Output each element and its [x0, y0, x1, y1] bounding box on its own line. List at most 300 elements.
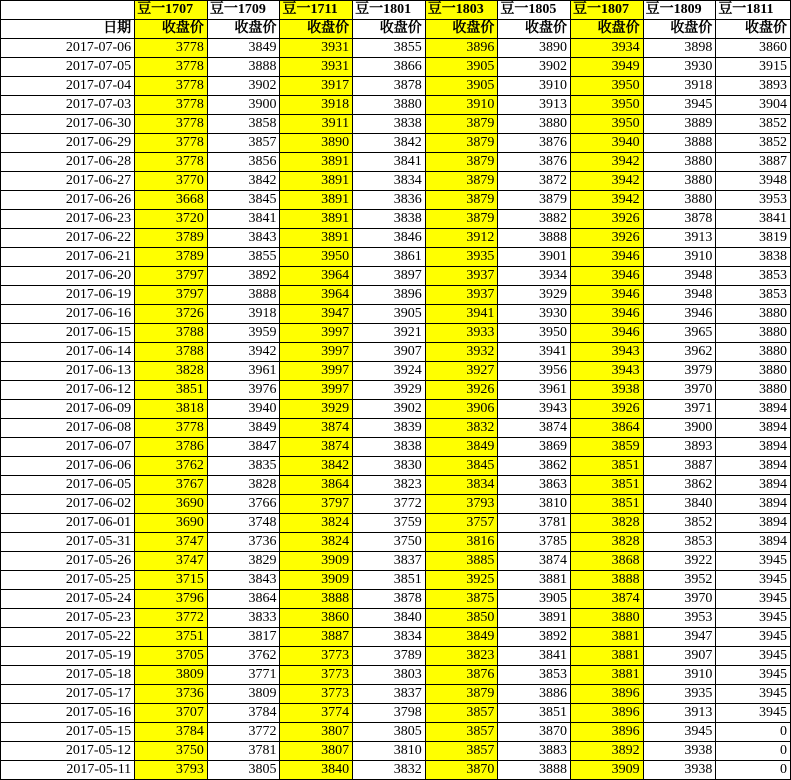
price-cell[interactable]: 3842 — [280, 457, 353, 476]
price-cell[interactable]: 0 — [716, 742, 791, 761]
price-cell[interactable]: 3705 — [135, 647, 208, 666]
price-cell[interactable]: 3896 — [353, 286, 426, 305]
price-cell[interactable]: 3880 — [716, 305, 791, 324]
price-cell[interactable]: 3976 — [207, 381, 280, 400]
price-cell[interactable]: 3931 — [280, 39, 353, 58]
price-cell[interactable]: 3881 — [571, 628, 644, 647]
price-cell[interactable]: 3881 — [498, 571, 571, 590]
price-cell[interactable]: 3845 — [207, 191, 280, 210]
price-cell[interactable]: 3726 — [135, 305, 208, 324]
price-cell[interactable]: 3828 — [571, 514, 644, 533]
price-cell[interactable]: 3851 — [571, 476, 644, 495]
price-cell[interactable]: 3896 — [571, 704, 644, 723]
price-cell[interactable]: 3935 — [425, 248, 498, 267]
price-cell[interactable]: 3736 — [207, 533, 280, 552]
price-cell[interactable]: 3942 — [571, 191, 644, 210]
price-cell[interactable]: 3824 — [280, 514, 353, 533]
price-cell[interactable]: 3953 — [716, 191, 791, 210]
date-cell[interactable]: 2017-06-16 — [1, 305, 135, 324]
price-cell[interactable]: 3855 — [353, 39, 426, 58]
price-cell[interactable]: 3840 — [643, 495, 716, 514]
price-cell[interactable]: 3893 — [643, 438, 716, 457]
price-cell[interactable]: 3890 — [498, 39, 571, 58]
price-cell[interactable]: 3810 — [498, 495, 571, 514]
price-cell[interactable]: 3950 — [571, 77, 644, 96]
price-cell[interactable]: 3907 — [353, 343, 426, 362]
price-cell[interactable]: 3945 — [716, 704, 791, 723]
price-cell[interactable]: 3918 — [643, 77, 716, 96]
price-cell[interactable]: 3784 — [207, 704, 280, 723]
date-cell[interactable]: 2017-05-23 — [1, 609, 135, 628]
date-cell[interactable]: 2017-05-31 — [1, 533, 135, 552]
date-cell[interactable]: 2017-05-18 — [1, 666, 135, 685]
price-cell[interactable]: 3843 — [207, 229, 280, 248]
price-cell[interactable]: 3971 — [643, 400, 716, 419]
price-cell[interactable]: 3945 — [716, 628, 791, 647]
price-cell[interactable]: 3837 — [353, 685, 426, 704]
price-cell[interactable]: 3896 — [571, 685, 644, 704]
price-cell[interactable]: 3891 — [280, 229, 353, 248]
price-cell[interactable]: 3946 — [643, 305, 716, 324]
price-cell[interactable]: 3878 — [643, 210, 716, 229]
price-cell[interactable]: 3881 — [571, 647, 644, 666]
price-cell[interactable]: 3906 — [425, 400, 498, 419]
contract-header-cell[interactable]: 豆一1807 — [571, 1, 644, 20]
contract-header-cell[interactable]: 豆一1811 — [716, 1, 791, 20]
price-cell[interactable]: 3888 — [207, 286, 280, 305]
price-cell[interactable]: 3946 — [571, 267, 644, 286]
price-cell[interactable]: 3946 — [571, 248, 644, 267]
price-cell[interactable]: 3880 — [498, 115, 571, 134]
price-cell[interactable]: 3751 — [135, 628, 208, 647]
price-cell[interactable]: 3934 — [498, 267, 571, 286]
price-cell[interactable]: 3910 — [425, 96, 498, 115]
date-cell[interactable]: 2017-06-26 — [1, 191, 135, 210]
date-cell[interactable]: 2017-05-25 — [1, 571, 135, 590]
price-cell[interactable]: 3876 — [498, 134, 571, 153]
price-cell[interactable]: 3890 — [280, 134, 353, 153]
price-cell[interactable]: 3888 — [643, 134, 716, 153]
price-cell[interactable]: 3945 — [716, 666, 791, 685]
price-cell[interactable]: 3789 — [135, 248, 208, 267]
date-cell[interactable]: 2017-06-29 — [1, 134, 135, 153]
price-cell[interactable]: 3793 — [135, 761, 208, 780]
price-cell[interactable]: 3774 — [280, 704, 353, 723]
date-cell[interactable]: 2017-05-22 — [1, 628, 135, 647]
price-cell[interactable]: 3757 — [425, 514, 498, 533]
price-cell[interactable]: 3945 — [716, 685, 791, 704]
price-cell[interactable]: 3860 — [716, 39, 791, 58]
price-cell[interactable]: 3953 — [643, 609, 716, 628]
price-cell[interactable]: 3879 — [425, 191, 498, 210]
price-cell[interactable]: 3847 — [207, 438, 280, 457]
price-cell[interactable]: 3793 — [425, 495, 498, 514]
close-price-header-cell[interactable]: 收盘价 — [280, 20, 353, 39]
date-cell[interactable]: 2017-06-12 — [1, 381, 135, 400]
price-cell[interactable]: 3879 — [498, 191, 571, 210]
price-cell[interactable]: 3894 — [716, 476, 791, 495]
date-cell[interactable]: 2017-06-05 — [1, 476, 135, 495]
price-cell[interactable]: 3904 — [716, 96, 791, 115]
contract-header-cell[interactable]: 豆一1711 — [280, 1, 353, 20]
price-cell[interactable]: 3894 — [716, 438, 791, 457]
price-cell[interactable]: 3805 — [353, 723, 426, 742]
price-cell[interactable]: 3857 — [207, 134, 280, 153]
price-cell[interactable]: 3833 — [207, 609, 280, 628]
price-cell[interactable]: 3961 — [498, 381, 571, 400]
price-cell[interactable]: 3784 — [135, 723, 208, 742]
price-cell[interactable]: 3853 — [498, 666, 571, 685]
price-cell[interactable]: 3781 — [207, 742, 280, 761]
price-cell[interactable]: 3819 — [716, 229, 791, 248]
price-cell[interactable]: 3690 — [135, 495, 208, 514]
price-cell[interactable]: 3926 — [571, 229, 644, 248]
date-cell[interactable]: 2017-05-24 — [1, 590, 135, 609]
price-cell[interactable]: 3853 — [643, 533, 716, 552]
price-cell[interactable]: 3888 — [207, 58, 280, 77]
price-cell[interactable]: 3937 — [425, 286, 498, 305]
price-cell[interactable]: 3896 — [571, 723, 644, 742]
price-cell[interactable]: 3855 — [207, 248, 280, 267]
price-cell[interactable]: 3849 — [207, 39, 280, 58]
price-cell[interactable]: 3885 — [425, 552, 498, 571]
price-cell[interactable]: 3882 — [498, 210, 571, 229]
price-cell[interactable]: 3862 — [643, 476, 716, 495]
price-cell[interactable]: 3879 — [425, 210, 498, 229]
close-price-header-cell[interactable]: 收盘价 — [716, 20, 791, 39]
date-cell[interactable]: 2017-07-03 — [1, 96, 135, 115]
price-cell[interactable]: 3894 — [716, 514, 791, 533]
price-cell[interactable]: 3853 — [716, 267, 791, 286]
price-cell[interactable]: 3836 — [353, 191, 426, 210]
price-cell[interactable]: 3909 — [280, 552, 353, 571]
price-cell[interactable]: 3747 — [135, 552, 208, 571]
date-cell[interactable]: 2017-06-23 — [1, 210, 135, 229]
price-cell[interactable]: 3931 — [280, 58, 353, 77]
price-cell[interactable]: 3857 — [425, 742, 498, 761]
price-cell[interactable]: 3832 — [425, 419, 498, 438]
price-cell[interactable]: 3921 — [353, 324, 426, 343]
price-cell[interactable]: 3938 — [643, 761, 716, 780]
date-cell[interactable]: 2017-06-20 — [1, 267, 135, 286]
price-cell[interactable]: 3838 — [353, 210, 426, 229]
price-cell[interactable]: 3887 — [716, 153, 791, 172]
price-cell[interactable]: 3736 — [135, 685, 208, 704]
price-cell[interactable]: 3762 — [207, 647, 280, 666]
price-cell[interactable]: 3789 — [353, 647, 426, 666]
price-cell[interactable]: 3922 — [643, 552, 716, 571]
price-cell[interactable]: 3943 — [571, 343, 644, 362]
date-cell[interactable]: 2017-05-26 — [1, 552, 135, 571]
price-cell[interactable]: 3913 — [498, 96, 571, 115]
price-cell[interactable]: 3874 — [571, 590, 644, 609]
price-cell[interactable]: 3933 — [425, 324, 498, 343]
price-cell[interactable]: 3932 — [425, 343, 498, 362]
price-cell[interactable]: 3947 — [280, 305, 353, 324]
date-cell[interactable]: 2017-05-12 — [1, 742, 135, 761]
price-cell[interactable]: 3949 — [571, 58, 644, 77]
close-price-header-cell[interactable]: 收盘价 — [498, 20, 571, 39]
price-cell[interactable]: 3925 — [425, 571, 498, 590]
price-cell[interactable]: 3902 — [498, 58, 571, 77]
date-cell[interactable]: 2017-05-17 — [1, 685, 135, 704]
price-cell[interactable]: 3864 — [280, 476, 353, 495]
price-cell[interactable]: 3858 — [207, 115, 280, 134]
price-cell[interactable]: 3942 — [571, 172, 644, 191]
price-cell[interactable]: 3911 — [280, 115, 353, 134]
price-cell[interactable]: 3845 — [425, 457, 498, 476]
price-cell[interactable]: 3929 — [498, 286, 571, 305]
price-cell[interactable]: 3866 — [353, 58, 426, 77]
price-cell[interactable]: 3851 — [353, 571, 426, 590]
price-cell[interactable]: 3946 — [571, 305, 644, 324]
date-cell[interactable]: 2017-06-13 — [1, 362, 135, 381]
date-cell[interactable]: 2017-05-15 — [1, 723, 135, 742]
price-cell[interactable]: 3909 — [280, 571, 353, 590]
contract-header-cell[interactable]: 豆一1805 — [498, 1, 571, 20]
price-cell[interactable]: 3750 — [353, 533, 426, 552]
price-cell[interactable]: 3837 — [353, 552, 426, 571]
price-cell[interactable]: 3917 — [280, 77, 353, 96]
price-cell[interactable]: 3956 — [498, 362, 571, 381]
price-cell[interactable]: 3952 — [643, 571, 716, 590]
price-cell[interactable]: 3876 — [425, 666, 498, 685]
price-cell[interactable]: 3970 — [643, 381, 716, 400]
price-cell[interactable]: 3878 — [353, 590, 426, 609]
date-cell[interactable]: 2017-06-19 — [1, 286, 135, 305]
date-cell[interactable]: 2017-06-30 — [1, 115, 135, 134]
price-cell[interactable]: 3778 — [135, 153, 208, 172]
price-cell[interactable]: 3870 — [498, 723, 571, 742]
price-cell[interactable]: 3910 — [643, 666, 716, 685]
price-cell[interactable]: 3849 — [207, 419, 280, 438]
date-cell[interactable]: 2017-06-09 — [1, 400, 135, 419]
price-cell[interactable]: 3964 — [280, 267, 353, 286]
contract-header-cell[interactable]: 豆一1801 — [353, 1, 426, 20]
date-cell[interactable]: 2017-07-04 — [1, 77, 135, 96]
price-cell[interactable]: 3913 — [643, 229, 716, 248]
price-cell[interactable]: 3945 — [643, 723, 716, 742]
price-cell[interactable]: 0 — [716, 761, 791, 780]
price-cell[interactable]: 3874 — [498, 552, 571, 571]
price-cell[interactable]: 3868 — [571, 552, 644, 571]
price-cell[interactable]: 3828 — [571, 533, 644, 552]
price-cell[interactable]: 3851 — [135, 381, 208, 400]
price-cell[interactable]: 3772 — [207, 723, 280, 742]
price-cell[interactable]: 3832 — [353, 761, 426, 780]
price-cell[interactable]: 3841 — [353, 153, 426, 172]
price-cell[interactable]: 3979 — [643, 362, 716, 381]
price-cell[interactable]: 3747 — [135, 533, 208, 552]
price-cell[interactable]: 3840 — [280, 761, 353, 780]
price-cell[interactable]: 3817 — [207, 628, 280, 647]
price-cell[interactable]: 3915 — [716, 58, 791, 77]
price-cell[interactable]: 3788 — [135, 324, 208, 343]
price-cell[interactable]: 3892 — [207, 267, 280, 286]
price-cell[interactable]: 3849 — [425, 438, 498, 457]
price-cell[interactable]: 3883 — [498, 742, 571, 761]
price-cell[interactable]: 3997 — [280, 324, 353, 343]
price-cell[interactable]: 3902 — [353, 400, 426, 419]
price-cell[interactable]: 3880 — [716, 362, 791, 381]
price-cell[interactable]: 3869 — [498, 438, 571, 457]
price-cell[interactable]: 3894 — [716, 400, 791, 419]
price-cell[interactable]: 3805 — [207, 761, 280, 780]
price-cell[interactable]: 3937 — [425, 267, 498, 286]
price-cell[interactable]: 3851 — [571, 495, 644, 514]
price-cell[interactable]: 3880 — [643, 172, 716, 191]
price-cell[interactable]: 3945 — [716, 609, 791, 628]
price-cell[interactable]: 3894 — [716, 419, 791, 438]
price-cell[interactable]: 3861 — [353, 248, 426, 267]
price-cell[interactable]: 3842 — [207, 172, 280, 191]
date-cell[interactable]: 2017-06-28 — [1, 153, 135, 172]
price-cell[interactable]: 3778 — [135, 77, 208, 96]
price-cell[interactable]: 3864 — [207, 590, 280, 609]
date-cell[interactable]: 2017-05-16 — [1, 704, 135, 723]
price-cell[interactable]: 3891 — [280, 172, 353, 191]
price-cell[interactable]: 3778 — [135, 419, 208, 438]
price-cell[interactable]: 3849 — [425, 628, 498, 647]
price-cell[interactable]: 3842 — [353, 134, 426, 153]
price-cell[interactable]: 3891 — [280, 210, 353, 229]
price-cell[interactable]: 3907 — [643, 647, 716, 666]
contract-header-cell[interactable]: 豆一1809 — [643, 1, 716, 20]
price-cell[interactable]: 3863 — [498, 476, 571, 495]
price-cell[interactable]: 3926 — [425, 381, 498, 400]
price-cell[interactable]: 3843 — [207, 571, 280, 590]
price-cell[interactable]: 3773 — [280, 666, 353, 685]
price-cell[interactable]: 3950 — [571, 96, 644, 115]
price-cell[interactable]: 3891 — [498, 609, 571, 628]
price-cell[interactable]: 3927 — [425, 362, 498, 381]
price-cell[interactable]: 3823 — [353, 476, 426, 495]
price-cell[interactable]: 3946 — [571, 286, 644, 305]
price-cell[interactable]: 3856 — [207, 153, 280, 172]
price-cell[interactable]: 3912 — [425, 229, 498, 248]
price-cell[interactable]: 3888 — [280, 590, 353, 609]
date-cell[interactable]: 2017-06-07 — [1, 438, 135, 457]
price-cell[interactable]: 3938 — [643, 742, 716, 761]
price-cell[interactable]: 3910 — [643, 248, 716, 267]
price-cell[interactable]: 3887 — [643, 457, 716, 476]
price-cell[interactable]: 3894 — [716, 495, 791, 514]
price-cell[interactable]: 3942 — [207, 343, 280, 362]
price-cell[interactable]: 3948 — [643, 286, 716, 305]
price-cell[interactable]: 3879 — [425, 172, 498, 191]
price-cell[interactable]: 3964 — [280, 286, 353, 305]
price-cell[interactable]: 3834 — [353, 628, 426, 647]
price-cell[interactable]: 3892 — [498, 628, 571, 647]
price-cell[interactable]: 3918 — [207, 305, 280, 324]
close-price-header-cell[interactable]: 收盘价 — [425, 20, 498, 39]
date-column-header[interactable]: 日期 — [1, 20, 135, 39]
price-cell[interactable]: 3930 — [643, 58, 716, 77]
date-cell[interactable]: 2017-06-02 — [1, 495, 135, 514]
price-cell[interactable]: 3834 — [353, 172, 426, 191]
price-cell[interactable]: 3803 — [353, 666, 426, 685]
price-cell[interactable]: 3828 — [207, 476, 280, 495]
price-cell[interactable]: 3796 — [135, 590, 208, 609]
price-cell[interactable]: 3961 — [207, 362, 280, 381]
price-cell[interactable]: 3778 — [135, 96, 208, 115]
price-cell[interactable]: 3786 — [135, 438, 208, 457]
price-cell[interactable]: 3778 — [135, 115, 208, 134]
price-cell[interactable]: 3846 — [353, 229, 426, 248]
price-cell[interactable]: 3881 — [571, 666, 644, 685]
price-cell[interactable]: 3809 — [135, 666, 208, 685]
price-cell[interactable]: 3841 — [207, 210, 280, 229]
price-cell[interactable]: 3851 — [498, 704, 571, 723]
price-cell[interactable]: 3892 — [571, 742, 644, 761]
price-cell[interactable]: 3962 — [643, 343, 716, 362]
price-cell[interactable]: 3797 — [135, 286, 208, 305]
price-cell[interactable]: 3910 — [498, 77, 571, 96]
price-cell[interactable]: 3707 — [135, 704, 208, 723]
price-cell[interactable]: 3880 — [643, 153, 716, 172]
price-cell[interactable]: 3828 — [135, 362, 208, 381]
price-cell[interactable]: 3900 — [643, 419, 716, 438]
price-cell[interactable]: 3896 — [425, 39, 498, 58]
date-cell[interactable]: 2017-05-11 — [1, 761, 135, 780]
price-cell[interactable]: 3748 — [207, 514, 280, 533]
price-cell[interactable]: 3905 — [498, 590, 571, 609]
price-cell[interactable]: 3886 — [498, 685, 571, 704]
price-cell[interactable]: 3905 — [425, 58, 498, 77]
contract-header-cell[interactable]: 豆一1709 — [207, 1, 280, 20]
price-cell[interactable]: 3852 — [716, 115, 791, 134]
price-cell[interactable]: 3940 — [571, 134, 644, 153]
price-cell[interactable]: 3830 — [353, 457, 426, 476]
price-cell[interactable]: 3887 — [280, 628, 353, 647]
price-cell[interactable]: 3816 — [425, 533, 498, 552]
price-cell[interactable]: 3879 — [425, 115, 498, 134]
price-cell[interactable]: 3947 — [643, 628, 716, 647]
price-cell[interactable]: 3934 — [571, 39, 644, 58]
price-cell[interactable]: 3798 — [353, 704, 426, 723]
price-cell[interactable]: 3926 — [571, 210, 644, 229]
price-cell[interactable]: 3880 — [643, 191, 716, 210]
price-cell[interactable]: 0 — [716, 723, 791, 742]
price-cell[interactable]: 3938 — [571, 381, 644, 400]
price-cell[interactable]: 3841 — [716, 210, 791, 229]
price-cell[interactable]: 3857 — [425, 723, 498, 742]
price-cell[interactable]: 3875 — [425, 590, 498, 609]
date-cell[interactable]: 2017-06-06 — [1, 457, 135, 476]
price-cell[interactable]: 3840 — [353, 609, 426, 628]
price-cell[interactable]: 3879 — [425, 685, 498, 704]
price-cell[interactable]: 3889 — [643, 115, 716, 134]
price-cell[interactable]: 3772 — [135, 609, 208, 628]
price-cell[interactable]: 3948 — [643, 267, 716, 286]
price-cell[interactable]: 3823 — [425, 647, 498, 666]
price-cell[interactable]: 3715 — [135, 571, 208, 590]
price-cell[interactable]: 3930 — [498, 305, 571, 324]
price-cell[interactable]: 3759 — [353, 514, 426, 533]
price-cell[interactable]: 3893 — [716, 77, 791, 96]
price-cell[interactable]: 3929 — [280, 400, 353, 419]
close-price-header-cell[interactable]: 收盘价 — [643, 20, 716, 39]
price-cell[interactable]: 3909 — [571, 761, 644, 780]
price-cell[interactable]: 3874 — [280, 438, 353, 457]
price-cell[interactable]: 3778 — [135, 58, 208, 77]
price-cell[interactable]: 3888 — [498, 761, 571, 780]
date-cell[interactable]: 2017-06-15 — [1, 324, 135, 343]
price-cell[interactable]: 3773 — [280, 647, 353, 666]
price-cell[interactable]: 3818 — [135, 400, 208, 419]
price-cell[interactable]: 3839 — [353, 419, 426, 438]
price-cell[interactable]: 3929 — [353, 381, 426, 400]
